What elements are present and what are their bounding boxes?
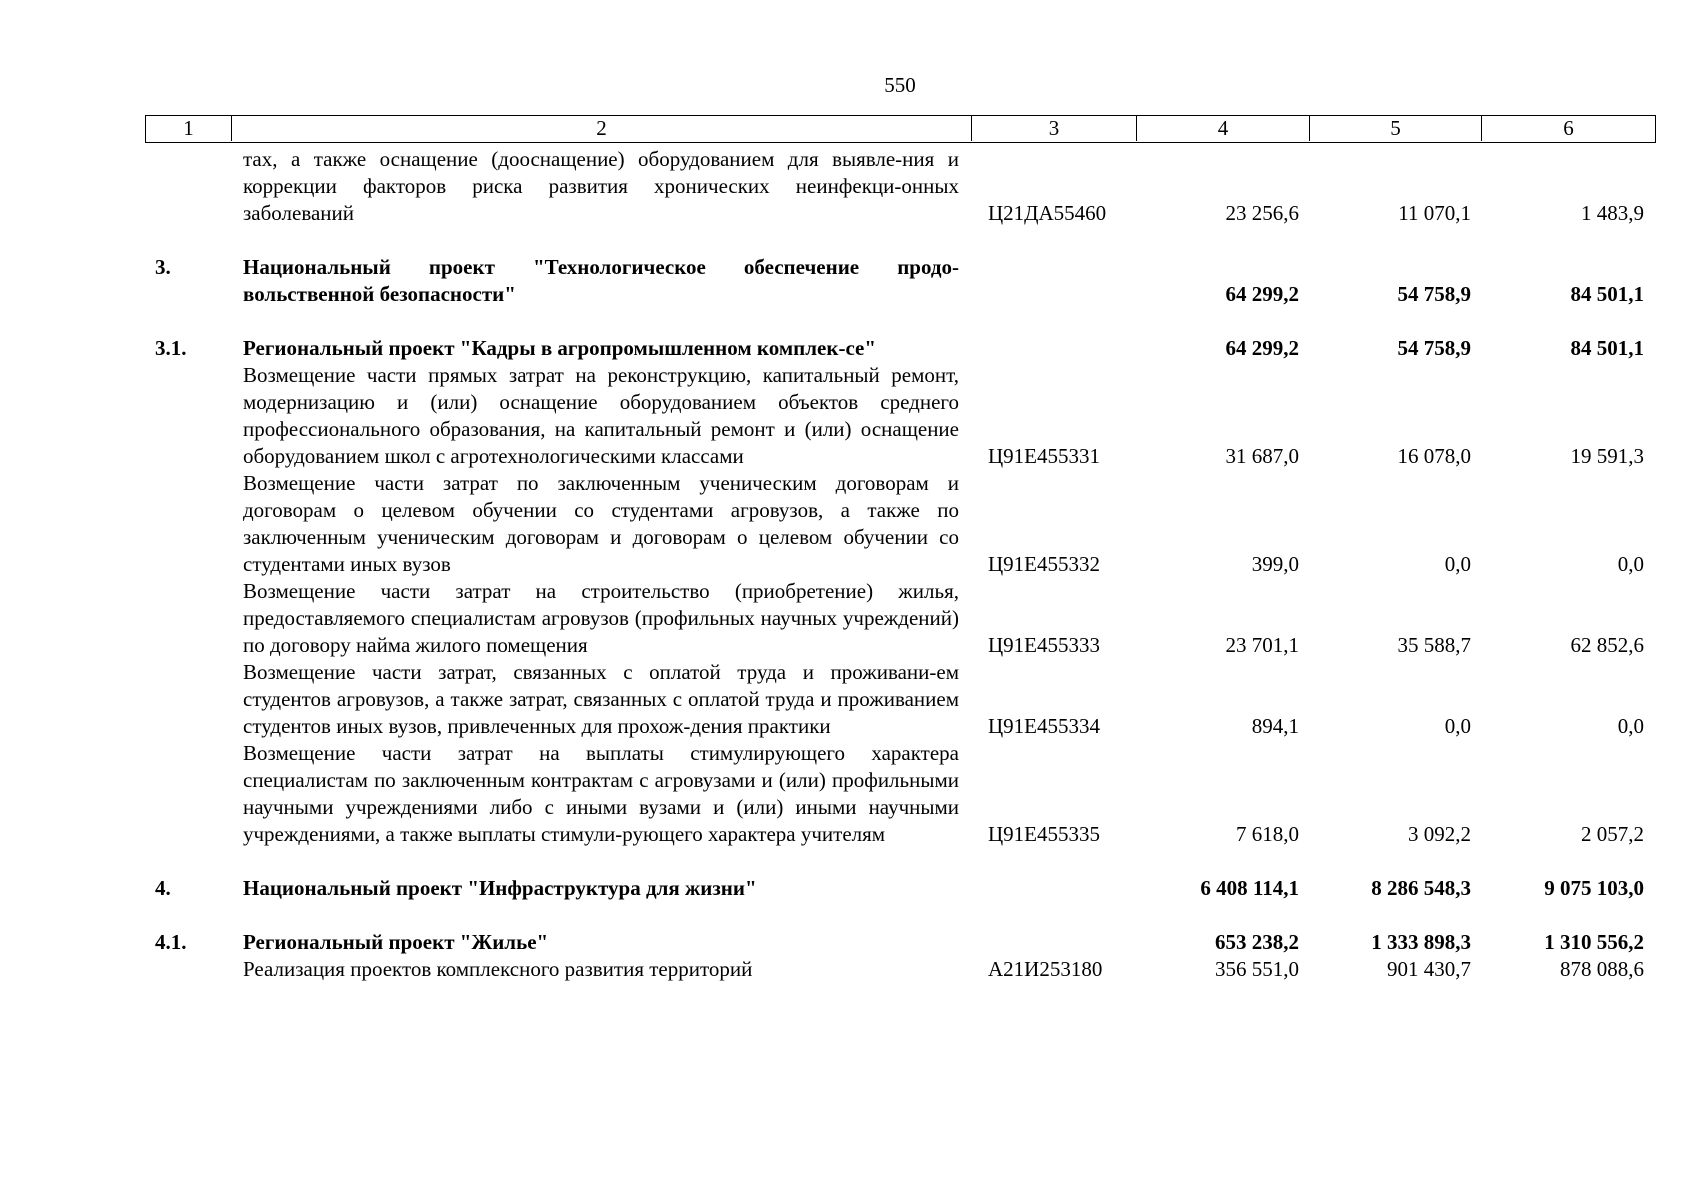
table-row — [145, 254, 1655, 308]
row-value-col-4: 356 551,0 — [1215, 957, 1299, 981]
table-row — [145, 929, 1655, 956]
row-value-col-5: 54 758,9 — [1397, 336, 1471, 360]
row-value-col-5: 3 092,2 — [1408, 822, 1471, 846]
row-name: Региональный проект "Кадры в агропромышленном комплек-се" — [243, 336, 876, 360]
row-name: Возмещение части затрат на строительство (приобретение) жилья, предоставляемого специалистам агровузов (профильных научных учреждений) по договору найма жилого помещения — [243, 579, 959, 657]
row-number: 3. — [155, 255, 171, 279]
row-value-col-5: 0,0 — [1444, 714, 1471, 738]
row-value-col-5: 35 588,7 — [1397, 633, 1471, 657]
row-value-col-5: 901 430,7 — [1387, 957, 1471, 981]
table-row — [145, 659, 1655, 740]
table-header — [145, 115, 1656, 143]
table-row — [145, 362, 1655, 470]
row-code: Ц91Е455331 — [988, 444, 1100, 468]
row-number: 3.1. — [155, 336, 187, 360]
row-value-col-6: 878 088,6 — [1560, 957, 1644, 981]
row-name: Реализация проектов комплексного развития территорий — [243, 957, 753, 981]
row-code: Ц21ДА55460 — [988, 201, 1107, 225]
table-row — [145, 335, 1655, 362]
row-value-col-4: 64 299,2 — [1225, 282, 1299, 306]
row-value-col-5: 8 286 548,3 — [1371, 876, 1471, 900]
table-row — [145, 578, 1655, 659]
row-value-col-6: 84 501,1 — [1570, 282, 1644, 306]
table-body — [145, 146, 1655, 983]
header-col-5: 5 — [1310, 116, 1482, 141]
row-value-col-6: 84 501,1 — [1570, 336, 1644, 360]
row-value-col-6: 1 483,9 — [1581, 201, 1644, 225]
row-value-col-4: 7 618,0 — [1236, 822, 1299, 846]
row-value-col-6: 0,0 — [1617, 552, 1644, 576]
header-col-3: 3 — [972, 116, 1137, 141]
row-value-col-5: 16 078,0 — [1397, 444, 1471, 468]
header-col-1: 1 — [146, 116, 232, 141]
table-row — [145, 470, 1655, 578]
row-name: Национальный проект "Технологическое обеспечение продо-вольственной безопасности" — [243, 255, 959, 306]
row-value-col-4: 64 299,2 — [1225, 336, 1299, 360]
row-number: 4.1. — [155, 930, 187, 954]
row-value-col-5: 1 333 898,3 — [1371, 930, 1471, 954]
row-code: Ц91Е455332 — [988, 552, 1100, 576]
row-name: Возмещение части затрат на выплаты стимулирующего характера специалистам по заключенным контрактам с агровузами и (или) профильными научными учреждениями либо с иными вузами и (или) иными научными учреждениями, а также выплаты стимули-рующего характера учителям — [243, 741, 959, 846]
table-row — [145, 956, 1655, 983]
row-value-col-6: 9 075 103,0 — [1544, 876, 1644, 900]
row-value-col-4: 31 687,0 — [1225, 444, 1299, 468]
row-code: Ц91Е455335 — [988, 822, 1100, 846]
row-code: Ц91Е455334 — [988, 714, 1100, 738]
table-row — [145, 875, 1655, 902]
table-row — [145, 146, 1655, 227]
row-number: 4. — [155, 876, 171, 900]
row-value-col-6: 1 310 556,2 — [1544, 930, 1644, 954]
row-name: Национальный проект "Инфраструктура для жизни" — [243, 876, 757, 900]
row-code: А21И253180 — [988, 957, 1103, 981]
row-value-col-6: 19 591,3 — [1570, 444, 1644, 468]
row-name: Возмещение части прямых затрат на реконструкцию, капитальный ремонт, модернизацию и (или) оснащение оборудованием объектов среднего профессионального образования, на капитальный ремонт и (или) оснащение оборудованием школ с агротехнологическими классами — [243, 363, 959, 468]
row-value-col-4: 653 238,2 — [1215, 930, 1299, 954]
row-value-col-5: 11 070,1 — [1398, 201, 1471, 225]
header-col-2: 2 — [232, 116, 972, 141]
row-value-col-4: 23 256,6 — [1225, 201, 1299, 225]
row-value-col-4: 894,1 — [1251, 714, 1299, 738]
row-value-col-6: 2 057,2 — [1581, 822, 1644, 846]
row-name: Региональный проект "Жилье" — [243, 930, 549, 954]
row-value-col-4: 23 701,1 — [1225, 633, 1299, 657]
header-col-6: 6 — [1563, 116, 1574, 140]
row-value-col-6: 0,0 — [1617, 714, 1644, 738]
row-name: Возмещение части затрат по заключенным ученическим договорам и договорам о целевом обучении со студентами агровузов, а также по заключенным ученическим договорам и договорам о целевом обучении со студентами иных вузов — [243, 471, 959, 576]
row-code: Ц91Е455333 — [988, 633, 1100, 657]
row-value-col-5: 54 758,9 — [1397, 282, 1471, 306]
row-value-col-5: 0,0 — [1444, 552, 1471, 576]
row-value-col-4: 6 408 114,1 — [1200, 876, 1299, 900]
row-value-col-4: 399,0 — [1251, 552, 1299, 576]
row-name: тах, а также оснащение (дооснащение) оборудованием для выявле-ния и коррекции факторов риска развития хронических неинфекци-онных заболеваний — [243, 147, 959, 225]
page-number: 550 — [884, 73, 916, 97]
table-row — [145, 740, 1655, 848]
row-name: Возмещение части затрат, связанных с оплатой труда и проживани-ем студентов агровузов, а также затрат, связанных с оплатой труда и проживанием студентов иных вузов, привлеченных для прохож-дения практики — [243, 660, 959, 738]
row-value-col-6: 62 852,6 — [1570, 633, 1644, 657]
header-col-4: 4 — [1137, 116, 1310, 141]
